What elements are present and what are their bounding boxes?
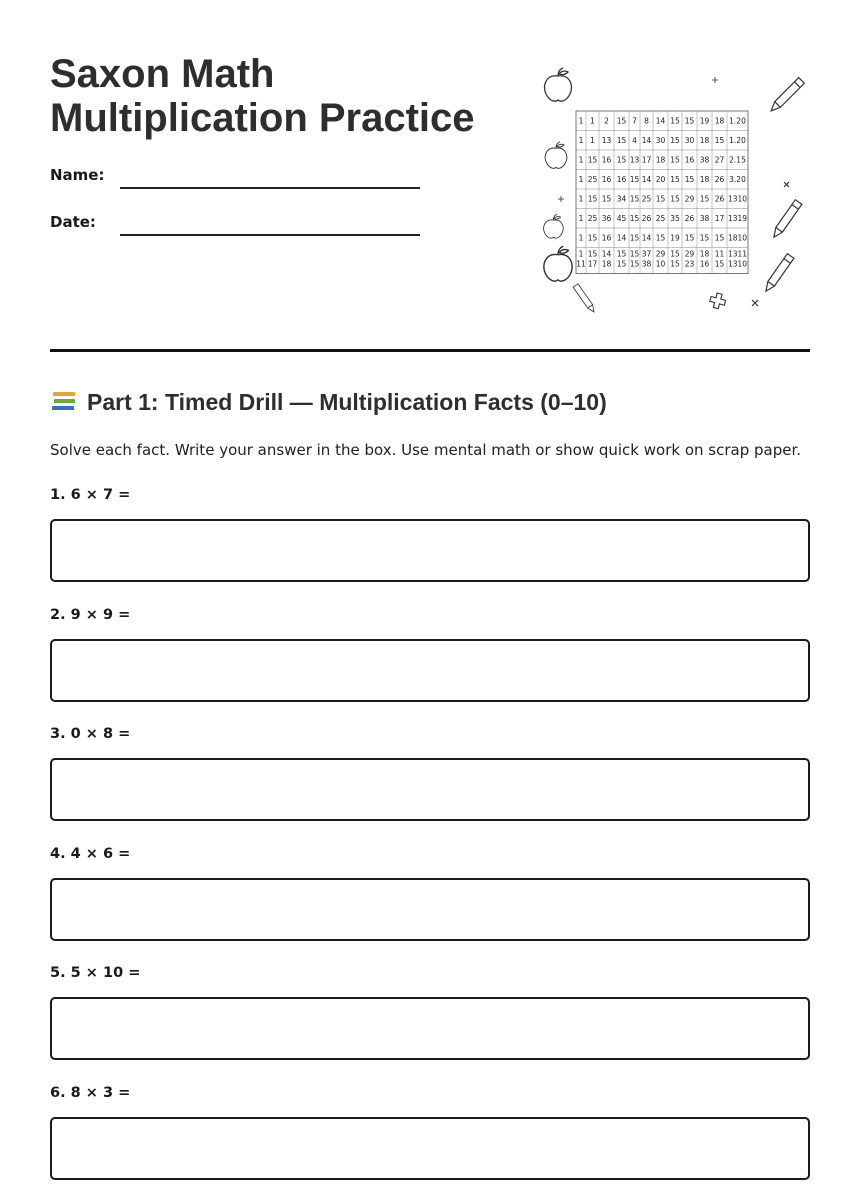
grid-cell: 14 xyxy=(642,234,652,243)
grid-cell: 16 xyxy=(602,234,612,243)
grid-cell: 1319 xyxy=(728,214,747,223)
grid-cell: 15 xyxy=(685,234,695,243)
grid-cell: 15 xyxy=(588,234,598,243)
apple-icon xyxy=(545,68,572,101)
problem-list xyxy=(50,487,810,1204)
section-heading xyxy=(50,388,607,416)
pencil-icon xyxy=(573,284,596,314)
grid-cell: 15 xyxy=(630,214,640,223)
date-label: Date: xyxy=(50,213,96,231)
grid-cell: 13 xyxy=(602,136,612,145)
name-label: Name: xyxy=(50,166,104,184)
header-divider xyxy=(50,349,810,352)
grid-cell: 4 xyxy=(632,136,637,145)
grid-cell: 16 xyxy=(602,175,612,184)
grid-cell: 18 xyxy=(700,175,710,184)
problem-item xyxy=(50,607,810,727)
grid-cell: 15 17 xyxy=(588,250,598,269)
grid-cell: 15 xyxy=(617,136,627,145)
answer-box[interactable] xyxy=(50,997,810,1060)
pencil-icon xyxy=(763,254,794,294)
grid-cell: 30 xyxy=(685,136,695,145)
apple-icon xyxy=(545,142,567,168)
grid-cell: 15 xyxy=(617,156,627,165)
grid-cell: 1 xyxy=(579,214,584,223)
grid-cell: 16 xyxy=(685,156,695,165)
grid-cell: 15 xyxy=(602,195,612,204)
grid-cell: 15 15 xyxy=(670,250,680,269)
problem-item xyxy=(50,487,810,607)
grid-cell: 1810 xyxy=(728,234,747,243)
grid-cell: 38 xyxy=(700,214,710,223)
grid-cell: 7 xyxy=(632,117,637,126)
grid-cell: 26 xyxy=(642,214,652,223)
books-icon xyxy=(50,388,78,416)
grid-cell: 15 xyxy=(670,195,680,204)
grid-cell: 27 xyxy=(715,156,725,165)
grid-cell: 15 xyxy=(630,195,640,204)
grid-cell: 36 xyxy=(602,214,612,223)
answer-box[interactable] xyxy=(50,519,810,582)
grid-cell: 2 xyxy=(604,117,609,126)
pencil-icon xyxy=(771,200,802,240)
apple-icon xyxy=(544,214,563,238)
grid-cell: 1310 xyxy=(728,195,747,204)
grid-cell: 30 xyxy=(656,136,666,145)
grid-cell: 45 xyxy=(617,214,627,223)
grid-cell: 14 xyxy=(617,234,627,243)
answer-box[interactable] xyxy=(50,1117,810,1180)
grid-cell: 13 xyxy=(630,156,640,165)
answer-box[interactable] xyxy=(50,878,810,941)
date-line[interactable] xyxy=(120,234,420,236)
grid-cell: 25 xyxy=(642,195,652,204)
grid-cell: 2.15 xyxy=(729,156,746,165)
multiplication-grid-illustration xyxy=(538,62,808,317)
grid-cell: 37 38 xyxy=(642,250,652,269)
problem-item xyxy=(50,1085,810,1204)
grid-cell: 17 xyxy=(642,156,652,165)
grid-cell: 15 xyxy=(670,136,680,145)
grid-cell: 15 xyxy=(700,234,710,243)
problem-label: 5. 5 × 10 = xyxy=(50,965,140,981)
grid-cell: 29 23 xyxy=(685,250,695,269)
grid-cell: 15 xyxy=(685,117,695,126)
grid-cell: 15 15 xyxy=(630,250,640,269)
problem-label: 4. 4 × 6 = xyxy=(50,846,130,862)
grid-cell: 15 xyxy=(685,175,695,184)
grid-cell: 26 xyxy=(685,214,695,223)
problem-label: 1. 6 × 7 = xyxy=(50,487,130,503)
grid-cell: 25 xyxy=(588,175,598,184)
grid-cell: 1 xyxy=(579,195,584,204)
grid-cell: 15 xyxy=(670,156,680,165)
grid-cell: 14 xyxy=(642,175,652,184)
grid-cell: 26 xyxy=(715,195,725,204)
grid-cell: 14 18 xyxy=(602,250,612,269)
grid-cell: 15 xyxy=(715,234,725,243)
grid-cell: 15 xyxy=(617,117,627,126)
grid-cell: 16 xyxy=(602,156,612,165)
apple-icon xyxy=(544,246,572,281)
problem-item xyxy=(50,726,810,846)
grid-cell: 1.20 xyxy=(729,136,746,145)
answer-box[interactable] xyxy=(50,639,810,702)
grid-cell: 1 xyxy=(579,136,584,145)
grid-cell: 25 xyxy=(588,214,598,223)
grid-cell: 19 xyxy=(700,117,710,126)
answer-box[interactable] xyxy=(50,758,810,821)
grid-cell: 14 xyxy=(656,117,666,126)
grid-cell: 14 xyxy=(642,136,652,145)
plus-outline-icon xyxy=(709,292,727,310)
grid-cell: 34 xyxy=(617,195,627,204)
title-line-2: Multiplication Practice xyxy=(50,96,475,140)
grid-cell: 11 15 xyxy=(715,250,725,269)
grid-cell: 20 xyxy=(656,175,666,184)
grid-cell: 1.20 xyxy=(729,117,746,126)
problem-label: 6. 8 × 3 = xyxy=(50,1085,130,1101)
grid-cell: 15 xyxy=(630,175,640,184)
grid-cell: 26 xyxy=(715,175,725,184)
multiplication-grid xyxy=(576,111,748,274)
name-line[interactable] xyxy=(120,187,420,189)
problem-item xyxy=(50,846,810,966)
grid-cell: 15 xyxy=(656,234,666,243)
grid-cell: 18 xyxy=(656,156,666,165)
grid-cell: 8 xyxy=(644,117,649,126)
grid-cell: 18 xyxy=(700,136,710,145)
problem-item xyxy=(50,965,810,1085)
grid-cell: 19 xyxy=(670,234,680,243)
grid-cell: 29 xyxy=(685,195,695,204)
grid-cell: 15 xyxy=(656,195,666,204)
grid-cell: 15 xyxy=(670,175,680,184)
grid-cell: 1 xyxy=(590,117,595,126)
instructions-text: Solve each fact. Write your answer in the box. Use mental math or show quick work on scrap paper. xyxy=(50,441,801,459)
grid-cell: 35 xyxy=(670,214,680,223)
problem-label: 3. 0 × 8 = xyxy=(50,726,130,742)
problem-label: 2. 9 × 9 = xyxy=(50,607,130,623)
grid-cell: 18 16 xyxy=(700,250,710,269)
grid-cell: 1 xyxy=(579,175,584,184)
grid-cell: 1 xyxy=(579,117,584,126)
grid-cell: 15 xyxy=(670,117,680,126)
grid-cell: 15 xyxy=(700,195,710,204)
grid-cell: 1 xyxy=(579,234,584,243)
grid-cell: 15 15 xyxy=(617,250,627,269)
grid-cell: 16 xyxy=(617,175,627,184)
grid-cell: 25 xyxy=(656,214,666,223)
grid-cell: 1 11 xyxy=(576,250,586,269)
grid-cell: 38 xyxy=(700,156,710,165)
pencil-icon xyxy=(768,78,804,114)
grid-cell: 15 xyxy=(715,136,725,145)
grid-cell: 15 xyxy=(588,156,598,165)
grid-cell: 15 xyxy=(588,195,598,204)
page-title xyxy=(50,52,475,140)
grid-cell: 17 xyxy=(715,214,725,223)
grid-cell: 18 xyxy=(715,117,725,126)
grid-cell: 1311 1310 xyxy=(728,250,747,269)
grid-cell: 1 xyxy=(590,136,595,145)
section-heading-text: Part 1: Timed Drill — Multiplication Facts (0–10) xyxy=(87,389,607,416)
title-line-1: Saxon Math xyxy=(50,52,475,96)
grid-cell: 29 10 xyxy=(656,250,666,269)
times-icon xyxy=(752,182,789,306)
grid-cell: 1 xyxy=(579,156,584,165)
grid-cell: 15 xyxy=(630,234,640,243)
grid-cell: 3.20 xyxy=(729,175,746,184)
